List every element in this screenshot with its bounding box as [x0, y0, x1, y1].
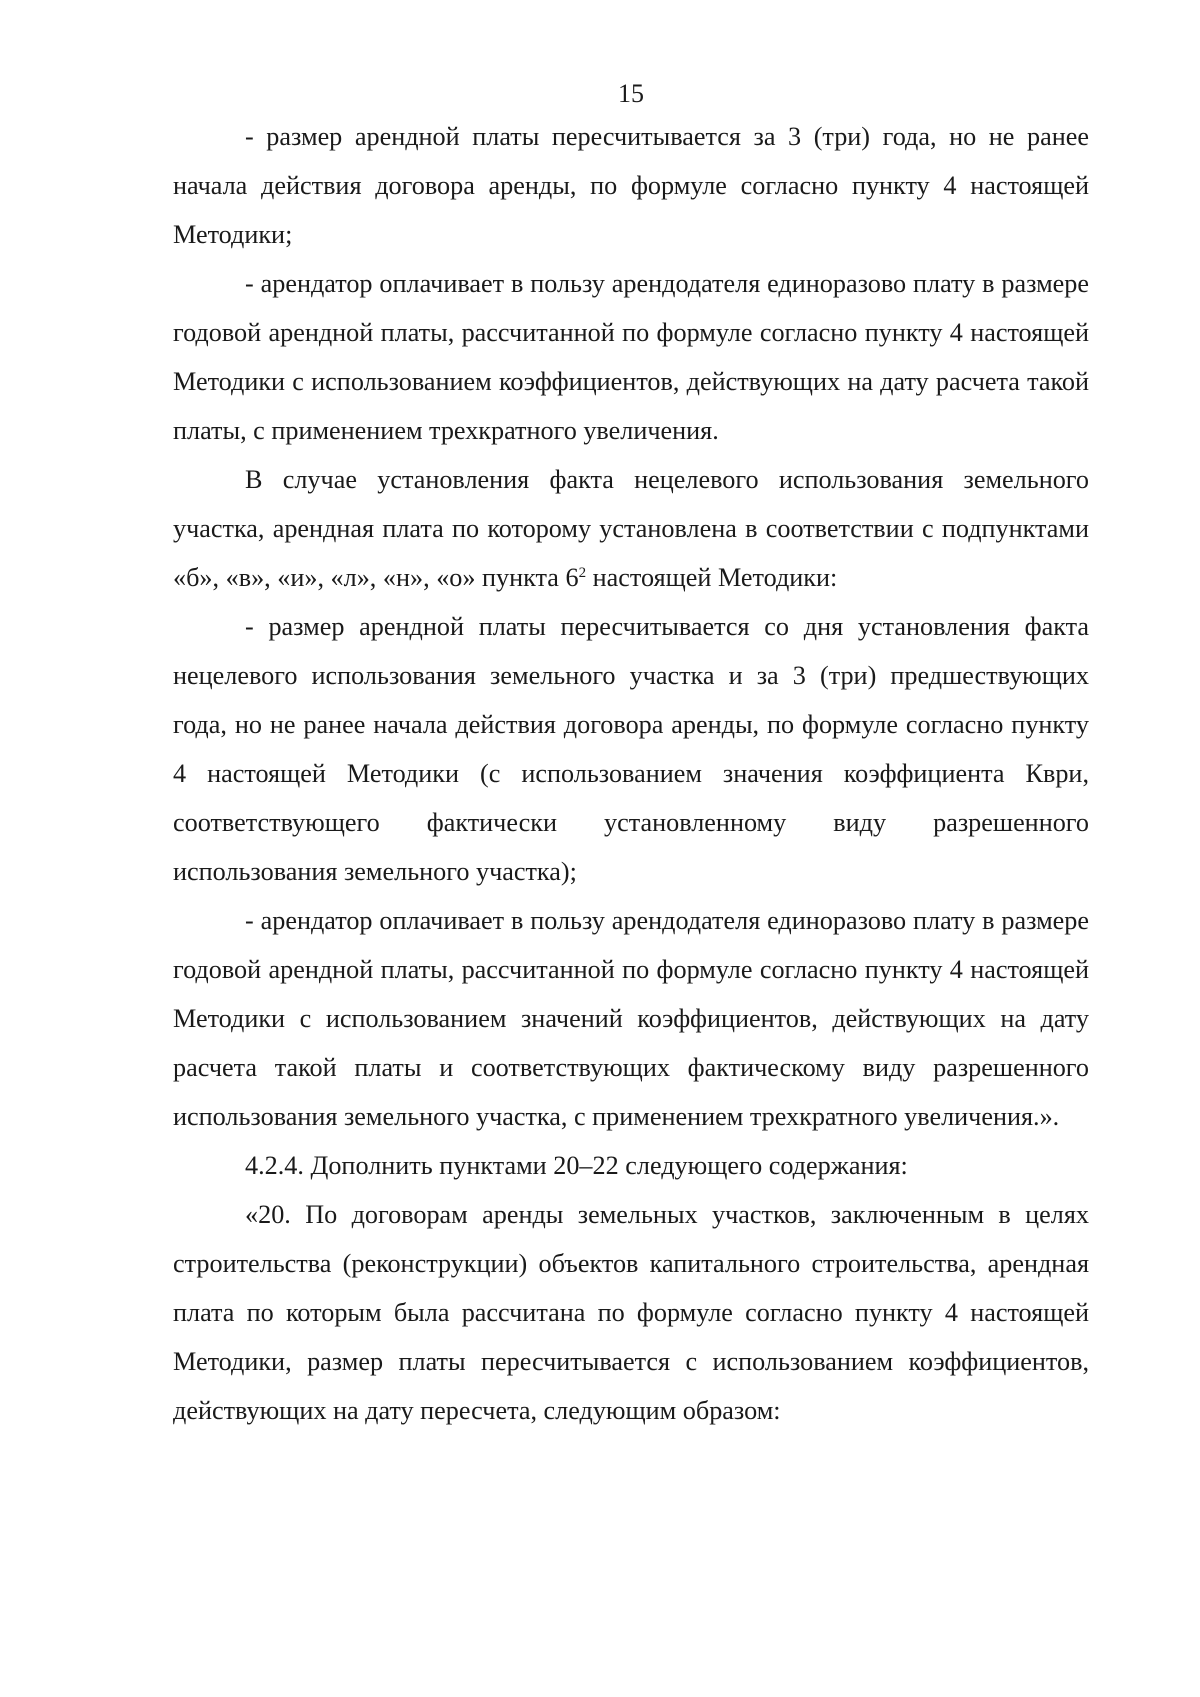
paragraph-clause-4-2-4: 4.2.4. Дополнить пунктами 20–22 следующего содержания: — [245, 1151, 908, 1180]
document-body — [173, 112, 1089, 1435]
superscript-2: 2 — [578, 565, 587, 581]
paragraph-rent-recalc-misuse: - размер арендной платы пересчитывается со дня установления факта нецелевого использования земельного участка и за 3 (три) предшествующих года, но не ранее начала действия договора аренды, по формуле согласно пункту 4 настоящей Методики (с использованием значения коэффициента Кври, соответствующего фактически установленному виду разрешенного использования земельного участка); — [173, 612, 1089, 886]
paragraph-misuse-case-text: В случае установления факта нецелевого использования земельного участка, арендная плата по которому установлена в соответствии с подпунктами «б», «в», «и», «л», «н», «о» пункта 6 — [173, 465, 1089, 592]
paragraph-tenant-payment-1: - арендатор оплачивает в пользу арендодателя единоразово плату в размере годовой арендной платы, рассчитанной по формуле согласно пункту 4 настоящей Методики с использованием коэффициентов, действующих на дату расчета такой платы, с применением трехкратного увеличения. — [173, 269, 1089, 445]
paragraph-point-20: «20. По договорам аренды земельных участков, заключенным в целях строительства (реконструкции) объектов капитального строительства, арендная плата по которым была рассчитана по формуле согласно пункту 4 настоящей Методики, размер платы пересчитывается с использованием коэффициентов, действующих на дату пересчета, следующим образом: — [173, 1200, 1089, 1425]
page-number: 15 — [618, 79, 644, 108]
paragraph-tenant-payment-2: - арендатор оплачивает в пользу арендодателя единоразово плату в размере годовой арендной платы, рассчитанной по формуле согласно пункту 4 настоящей Методики с использованием значений коэффициентов, действующих на дату расчета такой платы и соответствующих фактическому виду разрешенного использования земельного участка, с применением трехкратного увеличения.». — [173, 906, 1089, 1131]
paragraph-misuse-case — [173, 455, 1089, 602]
paragraph-misuse-case-tail: настоящей Методики: — [586, 563, 838, 592]
paragraph-rent-recalc-3-years: - размер арендной платы пересчитывается за 3 (три) года, но не ранее начала действия договора аренды, по формуле согласно пункту 4 настоящей Методики; — [173, 122, 1089, 249]
